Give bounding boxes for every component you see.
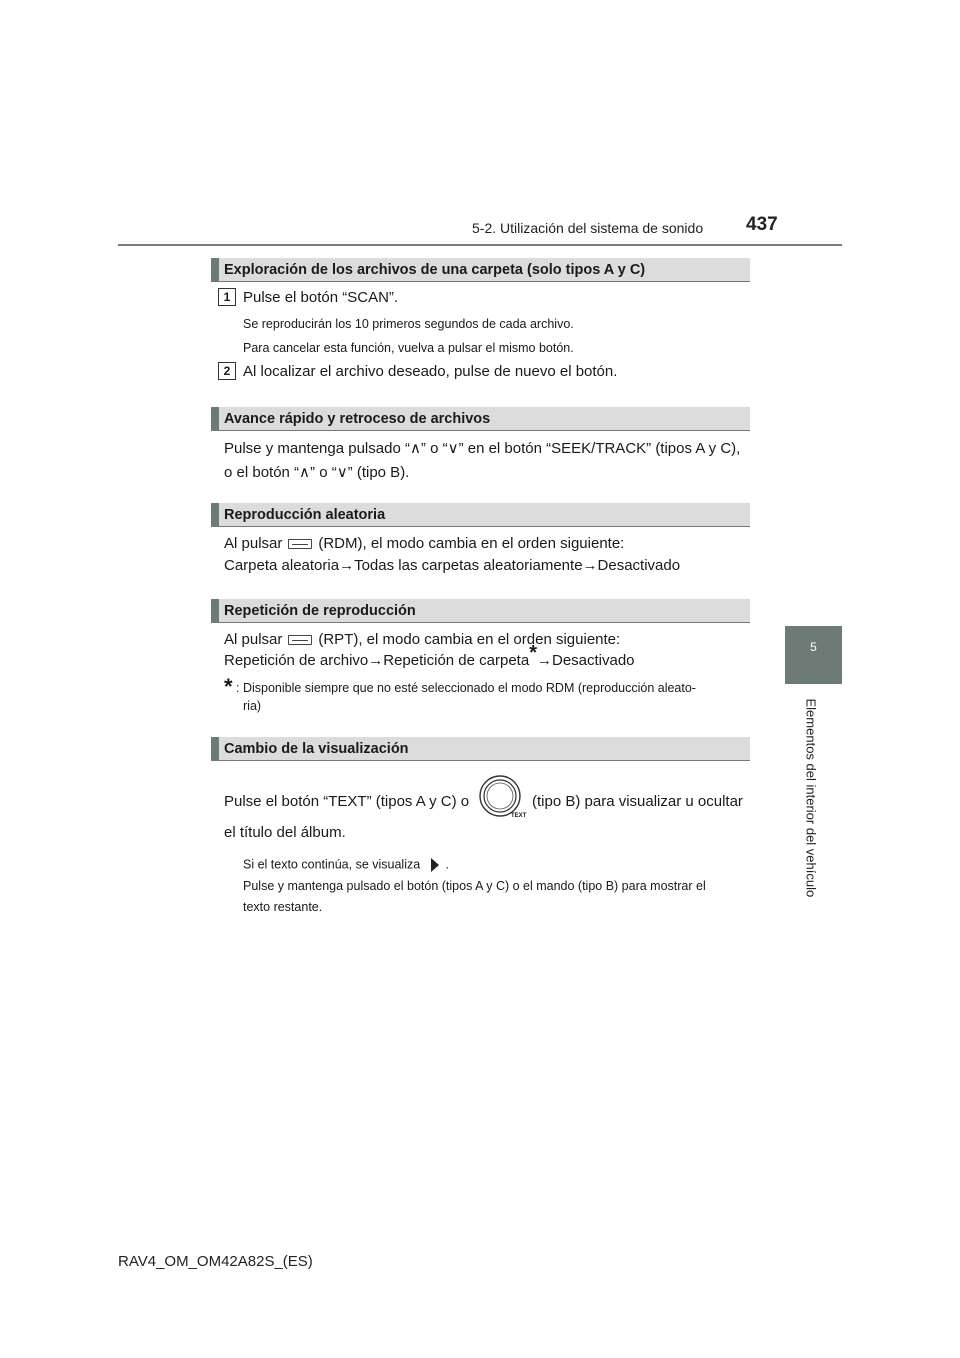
display-line-1-prefix: Pulse el botón “TEXT” (tipos A y C) o bbox=[224, 793, 470, 810]
footnote-line-2: ria) bbox=[243, 699, 262, 713]
seek-text-line-2: o el botón “∧” o “∨” (tipo B). bbox=[224, 464, 410, 481]
repeat-line-1-suffix: (RPT), el modo cambia en el orden siguiente: bbox=[318, 631, 621, 648]
section-title-random: Reproducción aleatoria bbox=[224, 507, 386, 523]
display-note-2: Pulse y mantenga pulsado el botón (tipos A y C) o el mando (tipo B) para mostrar el bbox=[243, 879, 706, 893]
document-code: RAV4_OM_OM42A82S_(ES) bbox=[118, 1253, 313, 1270]
section-title-repeat: Repetición de reproducción bbox=[224, 603, 416, 619]
header-section-title: 5-2. Utilización del sistema de sonido bbox=[472, 220, 704, 236]
random-line-1-suffix: (RDM), el modo cambia en el orden siguiente: bbox=[318, 535, 625, 552]
step-1-text: Pulse el botón “SCAN”. bbox=[243, 289, 399, 306]
step-2-text: Al localizar el archivo deseado, pulse de nuevo el botón. bbox=[243, 363, 618, 380]
section-title-display: Cambio de la visualización bbox=[224, 741, 409, 757]
random-line-1-prefix: Al pulsar bbox=[224, 535, 283, 552]
header-divider bbox=[118, 244, 842, 246]
step-1-note-2: Para cancelar esta función, vuelva a pulsar el mismo botón. bbox=[243, 341, 574, 355]
text-knob-label: TEXT bbox=[511, 813, 527, 819]
section-title-scan: Exploración de los archivos de una carpeta (solo tipos A y C) bbox=[224, 262, 646, 278]
repeat-line-1-prefix: Al pulsar bbox=[224, 631, 283, 648]
step-number-1: 1 bbox=[218, 288, 236, 306]
preset-button-icon bbox=[288, 539, 312, 549]
repeat-text-line-2 bbox=[224, 642, 635, 669]
repeat-line-2-b: →Desactivado bbox=[536, 652, 635, 669]
display-note-1-prefix: Si el texto continúa, se visualiza bbox=[243, 857, 421, 872]
random-text-line-2: Carpeta aleatoria→Todas las carpetas aleatoriamente→Desactivado bbox=[224, 557, 681, 574]
display-note-3: texto restante. bbox=[243, 900, 323, 914]
chapter-tab bbox=[785, 626, 842, 684]
step-number-2: 2 bbox=[218, 362, 236, 380]
seek-text-line-1: Pulse y mantenga pulsado “∧” o “∨” en el botón “SEEK/TRACK” (tipos A y C), bbox=[224, 440, 741, 457]
page-number: 437 bbox=[746, 214, 778, 235]
repeat-line-2-a: Repetición de archivo→Repetición de carpeta bbox=[224, 652, 530, 669]
repeat-text-line-1 bbox=[224, 631, 620, 648]
footnote-marker: * bbox=[529, 642, 537, 664]
step-1-note-1: Se reproducirán los 10 primeros segundos de cada archivo. bbox=[243, 317, 574, 331]
chapter-tab-number: 5 bbox=[810, 640, 817, 654]
preset-button-icon bbox=[288, 635, 312, 645]
footnote-star: * bbox=[224, 674, 233, 699]
display-line-1-suffix: (tipo B) para visualizar u ocultar bbox=[532, 793, 743, 810]
continue-arrow-icon bbox=[424, 857, 446, 873]
footnote-line-1: : Disponible siempre que no esté seleccionado el modo RDM (reproducción aleato- bbox=[236, 681, 696, 695]
chapter-title: Elementos del interior del vehículo bbox=[803, 698, 819, 898]
section-title-seek: Avance rápido y retroceso de archivos bbox=[224, 411, 491, 427]
display-line-2: el título del álbum. bbox=[224, 824, 346, 841]
random-text-line-1 bbox=[224, 535, 624, 552]
display-note-1 bbox=[243, 857, 449, 873]
display-note-1-suffix: . bbox=[445, 857, 450, 872]
